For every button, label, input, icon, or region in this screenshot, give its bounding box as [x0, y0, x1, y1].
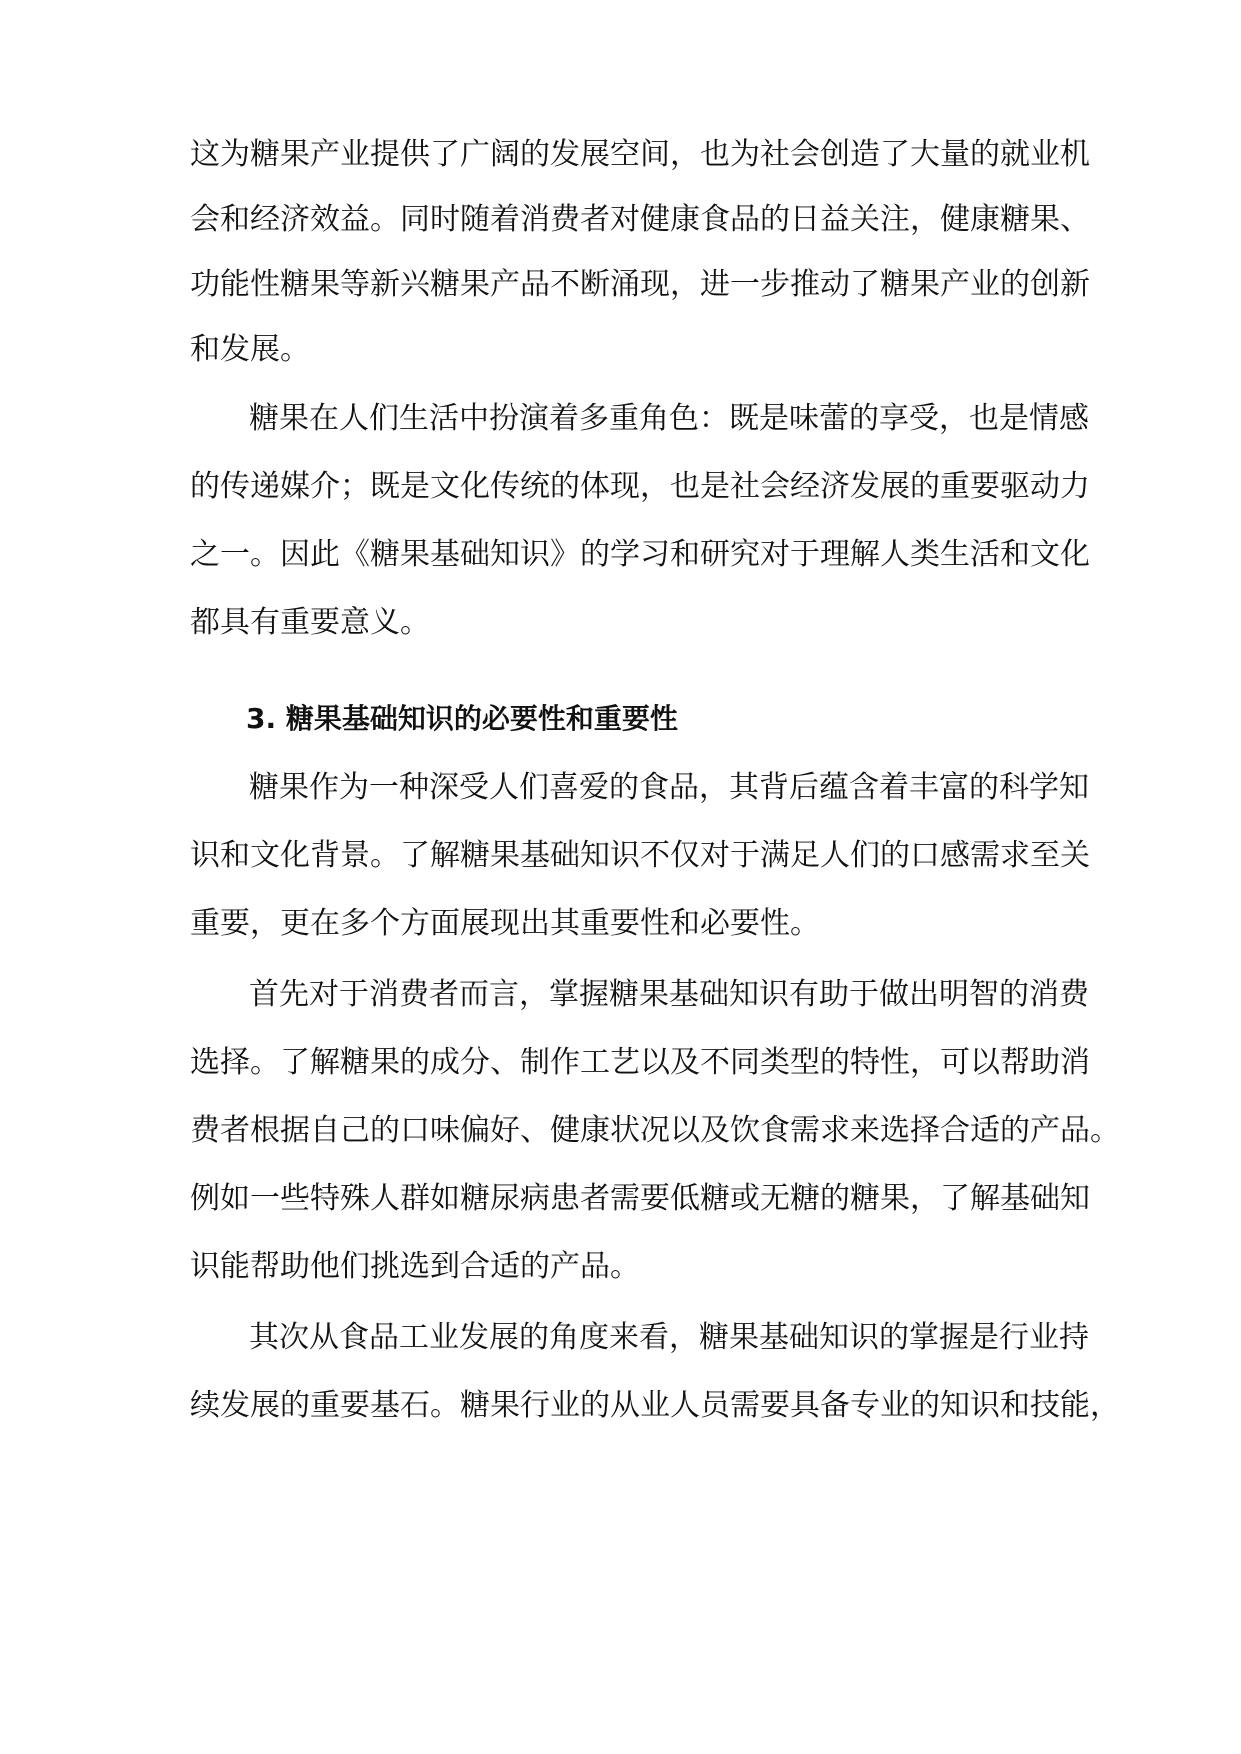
paragraph-1-line-3: 功能性糖果等新兴糖果产品不断涌现，进一步推动了糖果产业的创新: [190, 267, 1090, 302]
paragraph-1-line-2: 会和经济效益。同时随着消费者对健康食品的日益关注，健康糖果、: [190, 202, 1090, 237]
section-paragraph-2-line-4: 例如一些特殊人群如糖尿病患者需要低糖或无糖的糖果，了解基础知: [190, 1181, 1090, 1216]
section-heading: 3. 糖果基础知识的必要性和重要性: [246, 702, 678, 735]
section-paragraph-1-line-1: 糖果作为一种深受人们喜爱的食品，其背后蕴含着丰富的科学知: [249, 770, 1089, 805]
section-paragraph-3-line-2: 续发展的重要基石。糖果行业的从业人员需要具备专业的知识和技能，: [190, 1388, 1120, 1423]
paragraph-1-line-1: 这为糖果产业提供了广阔的发展空间，也为社会创造了大量的就业机: [190, 137, 1090, 172]
section-paragraph-2-line-2: 选择。了解糖果的成分、制作工艺以及不同类型的特性，可以帮助消: [190, 1045, 1090, 1080]
section-paragraph-2-line-5: 识能帮助他们挑选到合适的产品。: [190, 1249, 640, 1284]
paragraph-2-line-1: 糖果在人们生活中扮演着多重角色：既是味蕾的享受，也是情感: [249, 401, 1089, 436]
paragraph-1-line-4: 和发展。: [190, 332, 310, 367]
paragraph-2-line-3: 之一。因此《糖果基础知识》的学习和研究对于理解人类生活和文化: [190, 537, 1090, 572]
section-paragraph-2-line-3: 费者根据自己的口味偏好、健康状况以及饮食需求来选择合适的产品。: [190, 1113, 1120, 1148]
section-paragraph-3-line-1: 其次从食品工业发展的角度来看，糖果基础知识的掌握是行业持: [249, 1320, 1089, 1355]
section-paragraph-2-line-1: 首先对于消费者而言，掌握糖果基础知识有助于做出明智的消费: [249, 977, 1089, 1012]
paragraph-2-line-2: 的传递媒介；既是文化传统的体现，也是社会经济发展的重要驱动力: [190, 469, 1090, 504]
section-paragraph-1-line-3: 重要，更在多个方面展现出其重要性和必要性。: [190, 906, 820, 941]
section-paragraph-1-line-2: 识和文化背景。了解糖果基础知识不仅对于满足人们的口感需求至关: [190, 838, 1090, 873]
paragraph-2-line-4: 都具有重要意义。: [190, 605, 430, 640]
